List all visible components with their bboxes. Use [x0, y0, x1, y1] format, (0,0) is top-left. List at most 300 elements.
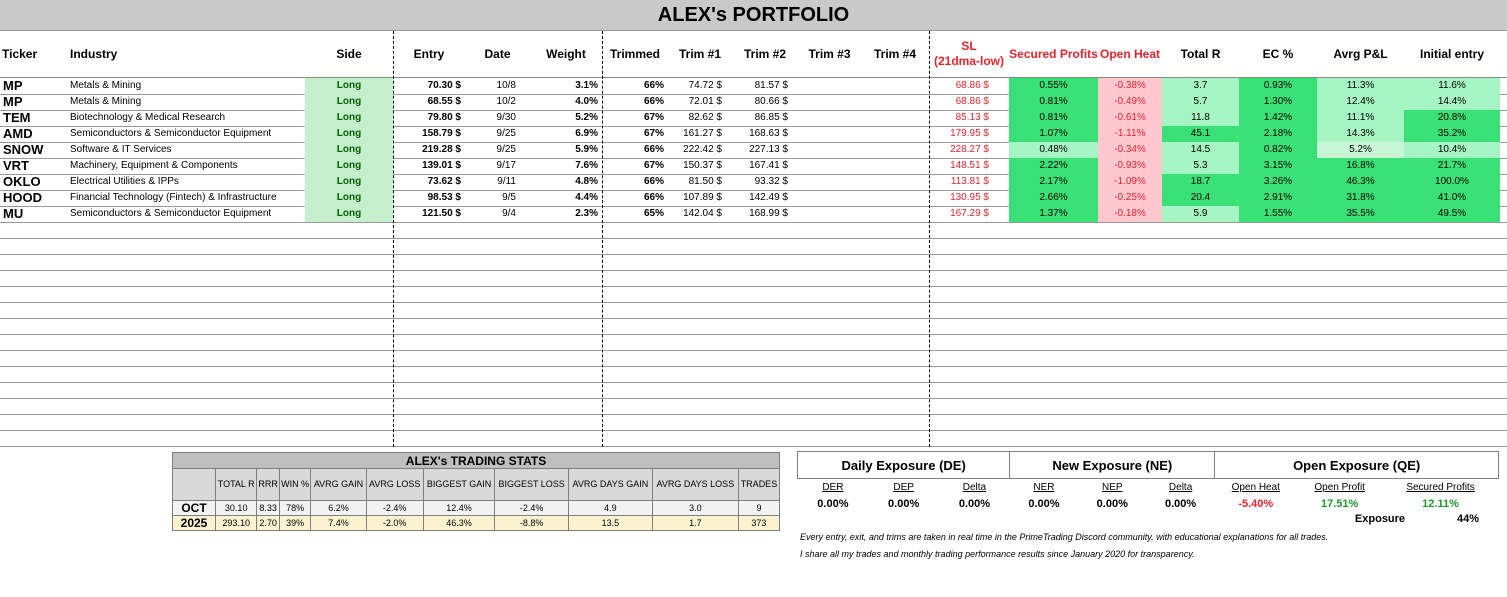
cell-oh — [1098, 270, 1162, 286]
cell-industry — [68, 302, 303, 318]
cell-date: 9/25 — [496, 144, 516, 155]
cell-ec — [1239, 318, 1317, 334]
cell-industry: Semiconductors & Semiconductor Equipment — [70, 128, 272, 139]
cell-ticker — [0, 270, 68, 286]
cell-trimmed — [602, 414, 668, 430]
column-divider — [393, 31, 394, 447]
cell-oh: -0.49% — [1098, 94, 1162, 110]
cell-industry — [68, 270, 303, 286]
cell-avgpl — [1317, 286, 1404, 302]
table-row[interactable] — [0, 142, 1507, 159]
cell-ticker: MP — [3, 94, 23, 109]
cell-date — [465, 222, 530, 238]
cell-sl — [929, 350, 1009, 366]
exposure-value-nep: 0.00% — [1096, 498, 1128, 510]
cell-totalr — [1162, 366, 1239, 382]
cell-industry — [68, 414, 303, 430]
cell-weight — [530, 334, 602, 350]
cell-empty — [861, 174, 929, 190]
cell-weight: 3.1% — [575, 80, 598, 91]
cell-avgpl — [1317, 302, 1404, 318]
table-row[interactable] — [0, 430, 1507, 447]
table-row[interactable] — [0, 126, 1507, 143]
cell-oh: -0.25% — [1098, 190, 1162, 206]
cell-entry — [393, 334, 465, 350]
cell-trim1 — [668, 414, 732, 430]
column-header-side: Side — [336, 46, 362, 61]
cell-oh — [1098, 382, 1162, 398]
cell-trim2: 81.57 $ — [754, 80, 788, 91]
cell-totalr: 3.7 — [1162, 78, 1239, 94]
cell-entry: 68.55 $ — [427, 96, 461, 107]
cell-sl — [929, 414, 1009, 430]
cell-date: 10/8 — [496, 80, 516, 91]
cell-side — [305, 286, 393, 302]
cell-trim2 — [732, 382, 798, 398]
cell-ticker — [0, 350, 68, 366]
exposure-subhead-open-profit: Open Profit — [1314, 481, 1365, 493]
exposure-label: Exposure — [1354, 513, 1406, 525]
cell-date — [465, 414, 530, 430]
cell-entry — [393, 430, 465, 446]
cell-date: 9/30 — [496, 112, 516, 123]
cell-sp: 2.66% — [1009, 190, 1098, 206]
stats-cell: 2.70 — [257, 516, 279, 531]
cell-trim1 — [668, 382, 732, 398]
cell-avgpl — [1317, 398, 1404, 414]
cell-empty — [798, 366, 861, 382]
cell-ec — [1239, 414, 1317, 430]
cell-trimmed — [602, 382, 668, 398]
cell-empty — [861, 398, 929, 414]
cell-weight — [530, 318, 602, 334]
cell-industry — [68, 238, 303, 254]
cell-trimmed — [602, 430, 668, 446]
cell-trimmed: 67% — [643, 128, 664, 139]
cell-entry: 121.50 $ — [422, 208, 461, 219]
exposure-subhead-open-heat: Open Heat — [1231, 481, 1280, 493]
stats-cell: 30.10 — [216, 501, 257, 516]
stats-cell: 8.33 — [257, 501, 279, 516]
cell-sl — [929, 270, 1009, 286]
cell-totalr — [1162, 350, 1239, 366]
cell-empty — [861, 94, 929, 110]
cell-industry: Machinery, Equipment & Components — [70, 160, 238, 171]
cell-trim1: 150.37 $ — [683, 160, 722, 171]
cell-avgpl — [1317, 334, 1404, 350]
table-row[interactable] — [0, 174, 1507, 191]
stats-header-win-: WIN % — [279, 469, 311, 501]
cell-trimmed — [602, 334, 668, 350]
cell-sp — [1009, 350, 1098, 366]
table-row[interactable] — [0, 238, 1507, 255]
cell-industry — [68, 318, 303, 334]
cell-weight — [530, 222, 602, 238]
cell-empty — [798, 270, 861, 286]
table-row[interactable] — [0, 222, 1507, 239]
exposure-total — [1330, 513, 1503, 525]
cell-side — [305, 334, 393, 350]
cell-empty — [798, 126, 861, 142]
cell-sp — [1009, 222, 1098, 238]
stats-cell: 7.4% — [311, 516, 366, 531]
cell-date — [465, 302, 530, 318]
cell-trimmed: 67% — [643, 160, 664, 171]
portfolio-title: ALEX's PORTFOLIO — [0, 0, 1507, 31]
cell-empty — [861, 78, 929, 94]
cell-trim2 — [732, 398, 798, 414]
cell-empty — [798, 398, 861, 414]
cell-sp — [1009, 270, 1098, 286]
cell-industry: Biotechnology & Medical Research — [70, 112, 226, 123]
column-header-total-r: Total R — [1180, 46, 1221, 61]
cell-sl — [929, 382, 1009, 398]
cell-weight — [530, 430, 602, 446]
cell-sp — [1009, 334, 1098, 350]
cell-trim1: 142.04 $ — [683, 208, 722, 219]
cell-side: Long — [305, 158, 393, 174]
cell-ec — [1239, 222, 1317, 238]
cell-empty — [798, 142, 861, 158]
cell-ticker — [0, 238, 68, 254]
stats-cell: -8.8% — [495, 516, 569, 531]
cell-totalr: 5.7 — [1162, 94, 1239, 110]
cell-entry: 73.62 $ — [427, 176, 461, 187]
cell-entry — [393, 350, 465, 366]
cell-totalr: 14.5 — [1162, 142, 1239, 158]
cell-trim2 — [732, 302, 798, 318]
cell-weight: 4.0% — [575, 96, 598, 107]
cell-trim1 — [668, 222, 732, 238]
stats-corner — [173, 469, 216, 501]
cell-trimmed — [602, 254, 668, 270]
cell-entry — [393, 302, 465, 318]
cell-industry — [68, 222, 303, 238]
column-header-open-heat: Open Heat — [1099, 46, 1160, 61]
cell-ec — [1239, 382, 1317, 398]
table-row[interactable] — [0, 254, 1507, 271]
cell-sp — [1009, 366, 1098, 382]
column-header-ticker: Ticker — [2, 46, 38, 61]
column-header-trim-4: Trim #4 — [873, 46, 917, 61]
cell-ec — [1239, 334, 1317, 350]
cell-side — [305, 366, 393, 382]
cell-entry — [393, 286, 465, 302]
cell-sl — [929, 334, 1009, 350]
stats-header-trades: TRADES — [738, 469, 779, 501]
cell-init — [1404, 382, 1500, 398]
cell-ticker: VRT — [3, 158, 29, 173]
cell-oh: -1.11% — [1098, 126, 1162, 142]
cell-empty — [798, 318, 861, 334]
cell-ticker: AMD — [3, 126, 33, 141]
cell-avgpl — [1317, 350, 1404, 366]
cell-side: Long — [305, 78, 393, 94]
cell-side — [305, 318, 393, 334]
stats-cell: -2.4% — [366, 501, 423, 516]
cell-trim1 — [668, 254, 732, 270]
cell-sl: 179.95 $ — [950, 128, 989, 139]
cell-entry: 79.80 $ — [427, 112, 461, 123]
cell-init — [1404, 414, 1500, 430]
cell-industry: Software & IT Services — [70, 144, 172, 155]
table-row[interactable] — [0, 110, 1507, 127]
stats-title: ALEX's TRADING STATS — [173, 453, 780, 469]
cell-trim1 — [668, 270, 732, 286]
cell-entry — [393, 318, 465, 334]
cell-init — [1404, 350, 1500, 366]
cell-avgpl: 35.5% — [1317, 206, 1404, 222]
cell-trim2 — [732, 334, 798, 350]
cell-sl: 228.27 $ — [950, 144, 989, 155]
column-header-initial-entry: Initial entry — [1419, 46, 1484, 61]
cell-sp — [1009, 254, 1098, 270]
cell-trimmed — [602, 366, 668, 382]
table-row[interactable] — [0, 302, 1507, 319]
cell-sl — [929, 366, 1009, 382]
table-row[interactable] — [0, 398, 1507, 415]
column-divider — [929, 31, 930, 447]
cell-trim1: 74.72 $ — [688, 80, 722, 91]
cell-industry — [68, 334, 303, 350]
cell-avgpl: 11.3% — [1317, 78, 1404, 94]
cell-empty — [798, 174, 861, 190]
cell-trim1 — [668, 238, 732, 254]
cell-init — [1404, 238, 1500, 254]
cell-init: 41.0% — [1404, 190, 1500, 206]
cell-industry — [68, 430, 303, 446]
cell-empty — [861, 286, 929, 302]
cell-init: 10.4% — [1404, 142, 1500, 158]
cell-totalr: 20.4 — [1162, 190, 1239, 206]
cell-init: 35.2% — [1404, 126, 1500, 142]
cell-ticker — [0, 254, 68, 270]
cell-date — [465, 270, 530, 286]
cell-totalr — [1162, 286, 1239, 302]
cell-sl: 68.86 $ — [955, 96, 989, 107]
cell-empty — [861, 430, 929, 446]
column-header-industry: Industry — [70, 46, 118, 61]
cell-date — [465, 398, 530, 414]
cell-sp: 0.55% — [1009, 78, 1098, 94]
cell-empty — [798, 190, 861, 206]
cell-sl — [929, 238, 1009, 254]
daily-exposure-header: Daily Exposure (DE) — [798, 452, 1010, 479]
cell-oh: -0.61% — [1098, 110, 1162, 126]
cell-ticker — [0, 414, 68, 430]
cell-side: Long — [305, 174, 393, 190]
cell-empty — [861, 302, 929, 318]
cell-ec — [1239, 286, 1317, 302]
cell-oh — [1098, 414, 1162, 430]
stats-header-avrg-days-loss: AVRG DAYS LOSS — [652, 469, 738, 501]
cell-trim2: 227.13 $ — [749, 144, 788, 155]
stats-cell: 12.4% — [423, 501, 494, 516]
cell-empty — [798, 254, 861, 270]
cell-weight: 5.9% — [575, 144, 598, 155]
table-row[interactable] — [0, 78, 1507, 95]
cell-side: Long — [305, 126, 393, 142]
cell-side — [305, 430, 393, 446]
cell-weight — [530, 414, 602, 430]
column-header-date: Date — [484, 46, 511, 61]
cell-sl: 130.95 $ — [950, 192, 989, 203]
cell-ec — [1239, 302, 1317, 318]
cell-sl — [929, 302, 1009, 318]
cell-date — [465, 318, 530, 334]
cell-empty — [861, 126, 929, 142]
table-header — [0, 31, 1507, 78]
cell-side — [305, 254, 393, 270]
cell-trimmed — [602, 350, 668, 366]
cell-totalr: 11.8 — [1162, 110, 1239, 126]
cell-empty — [798, 238, 861, 254]
table-row[interactable] — [0, 414, 1507, 431]
cell-entry — [393, 270, 465, 286]
cell-entry — [393, 382, 465, 398]
cell-init — [1404, 222, 1500, 238]
table-row[interactable] — [0, 94, 1507, 111]
cell-empty — [861, 206, 929, 222]
stats-cell: 3.0 — [652, 501, 738, 516]
stats-cell: -2.0% — [366, 516, 423, 531]
cell-empty — [861, 318, 929, 334]
column-header-secured-profits: Secured Profits — [1009, 46, 1098, 61]
cell-empty — [861, 366, 929, 382]
cell-avgpl — [1317, 270, 1404, 286]
cell-side — [305, 302, 393, 318]
cell-empty — [861, 254, 929, 270]
exposure-panel — [797, 451, 1499, 513]
cell-ec — [1239, 350, 1317, 366]
cell-avgpl: 12.4% — [1317, 94, 1404, 110]
exposure-value-open-profit: 17.51% — [1321, 498, 1359, 510]
cell-empty — [798, 382, 861, 398]
exposure-subhead-der: DER — [822, 481, 844, 493]
cell-trim2 — [732, 238, 798, 254]
cell-totalr — [1162, 318, 1239, 334]
cell-trim1 — [668, 398, 732, 414]
cell-avgpl: 16.8% — [1317, 158, 1404, 174]
cell-empty — [861, 142, 929, 158]
table-row[interactable] — [0, 334, 1507, 351]
cell-init — [1404, 318, 1500, 334]
cell-oh — [1098, 318, 1162, 334]
cell-oh — [1098, 238, 1162, 254]
cell-trim1 — [668, 350, 732, 366]
cell-trimmed: 66% — [643, 80, 664, 91]
stats-header-rrr: RRR — [257, 469, 279, 501]
cell-sl: 85.13 $ — [955, 112, 989, 123]
cell-sp — [1009, 238, 1098, 254]
cell-industry: Electrical Utilities & IPPs — [70, 176, 179, 187]
cell-entry — [393, 222, 465, 238]
cell-date: 9/25 — [496, 128, 516, 139]
open-exposure-header: Open Exposure (QE) — [1215, 452, 1499, 479]
cell-avgpl — [1317, 238, 1404, 254]
cell-sp — [1009, 318, 1098, 334]
cell-weight: 4.4% — [575, 192, 598, 203]
cell-totalr — [1162, 254, 1239, 270]
cell-industry: Semiconductors & Semiconductor Equipment — [70, 208, 272, 219]
cell-oh: -0.38% — [1098, 78, 1162, 94]
cell-sl — [929, 430, 1009, 446]
cell-avgpl: 14.3% — [1317, 126, 1404, 142]
table-row[interactable] — [0, 318, 1507, 335]
exposure-subhead-delta: Delta — [1168, 481, 1193, 493]
cell-side — [305, 398, 393, 414]
table-row[interactable] — [0, 286, 1507, 303]
cell-avgpl — [1317, 430, 1404, 446]
table-row[interactable] — [0, 158, 1507, 175]
column-header-entry: Entry — [413, 46, 445, 61]
cell-date: 9/4 — [502, 208, 516, 219]
cell-sp — [1009, 286, 1098, 302]
cell-sp — [1009, 414, 1098, 430]
cell-trim2 — [732, 270, 798, 286]
cell-ec — [1239, 254, 1317, 270]
cell-trimmed — [602, 398, 668, 414]
table-row[interactable] — [0, 366, 1507, 383]
cell-weight: 2.3% — [575, 208, 598, 219]
cell-empty — [798, 158, 861, 174]
cell-date — [465, 334, 530, 350]
cell-empty — [798, 110, 861, 126]
table-row[interactable] — [0, 206, 1507, 223]
cell-trim2: 167.41 $ — [749, 160, 788, 171]
table-row[interactable] — [0, 382, 1507, 399]
column-header-trimmed: Trimmed — [609, 46, 660, 61]
cell-ticker — [0, 222, 68, 238]
cell-empty — [798, 78, 861, 94]
cell-empty — [861, 190, 929, 206]
table-row[interactable] — [0, 350, 1507, 367]
cell-sp — [1009, 430, 1098, 446]
cell-init: 20.8% — [1404, 110, 1500, 126]
stats-row-label: 2025 — [173, 516, 216, 531]
cell-trim1: 72.01 $ — [688, 96, 722, 107]
cell-trim2 — [732, 222, 798, 238]
cell-empty — [861, 158, 929, 174]
cell-sp: 1.37% — [1009, 206, 1098, 222]
cell-ticker: SNOW — [3, 142, 44, 157]
cell-sl — [929, 318, 1009, 334]
cell-industry — [68, 366, 303, 382]
cell-totalr — [1162, 430, 1239, 446]
stats-header-biggest-loss: BIGGEST LOSS — [495, 469, 569, 501]
cell-sp: 0.48% — [1009, 142, 1098, 158]
cell-trimmed: 66% — [643, 192, 664, 203]
cell-empty — [861, 110, 929, 126]
cell-trim2 — [732, 254, 798, 270]
cell-empty — [798, 286, 861, 302]
note-line-1: Every entry, exit, and trims are taken in real time in the PrimeTrading Discord community, with educational explanations for all trades. — [800, 532, 1329, 542]
cell-entry — [393, 366, 465, 382]
cell-init — [1404, 334, 1500, 350]
table-row[interactable] — [0, 190, 1507, 207]
cell-init: 11.6% — [1404, 78, 1500, 94]
cell-ec — [1239, 366, 1317, 382]
cell-ec: 3.26% — [1239, 174, 1317, 190]
cell-sl — [929, 254, 1009, 270]
exposure-value-delta: 0.00% — [1165, 498, 1197, 510]
cell-sl: 113.81 $ — [950, 176, 989, 187]
cell-trim2: 168.63 $ — [749, 128, 788, 139]
cell-industry — [68, 286, 303, 302]
cell-side — [305, 350, 393, 366]
table-row[interactable] — [0, 270, 1507, 287]
exposure-value-delta: 0.00% — [958, 498, 991, 510]
